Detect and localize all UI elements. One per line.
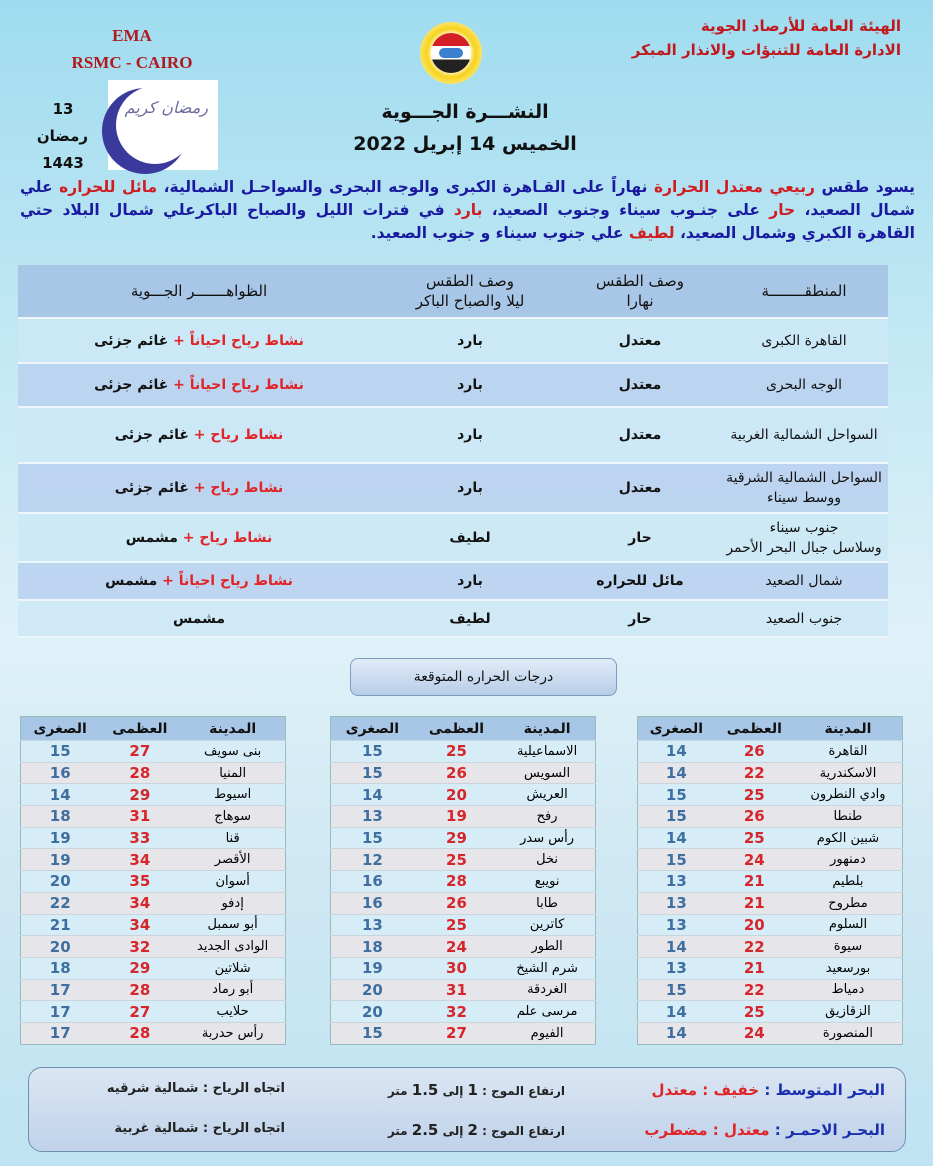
summary-segment: ربيعي معتدل الحرارة: [653, 178, 815, 196]
wave-height: [388, 1121, 565, 1139]
max-temp: 28: [99, 1022, 180, 1044]
weather-phenomena: [18, 407, 380, 463]
city-name: الطور: [499, 936, 595, 958]
city-name: وادي النطرون: [794, 784, 903, 806]
phenomena-wind: نشاط رياح: [210, 427, 284, 443]
min-temp: 22: [21, 892, 100, 914]
min-temp: 15: [331, 741, 414, 763]
wave-wave-to: 1.5: [411, 1081, 439, 1099]
max-temp: 25: [414, 849, 499, 871]
city-name: الفيوم: [499, 1022, 595, 1044]
max-temp: 24: [715, 1022, 794, 1044]
min-temp: 15: [331, 827, 414, 849]
forecast-row: [18, 463, 888, 513]
city-name: رأس حدربة: [180, 1022, 285, 1044]
ema-logo: [420, 22, 482, 84]
city-row: [21, 827, 286, 849]
city-name: نويبع: [499, 871, 595, 893]
temperature-column-header: الصغرى: [638, 717, 715, 741]
max-temp: 22: [715, 762, 794, 784]
min-temp: 17: [21, 979, 100, 1001]
summary-segment: لطيف: [628, 224, 675, 242]
night-description: بارد: [380, 463, 560, 513]
min-temp: 14: [638, 936, 715, 958]
min-temp: 15: [638, 849, 715, 871]
wave-wave-from: 1: [467, 1081, 478, 1099]
max-temp: 34: [99, 849, 180, 871]
max-temp: 27: [99, 1001, 180, 1023]
min-temp: 18: [331, 936, 414, 958]
max-temp: 21: [715, 871, 794, 893]
city-name: الوادى الجديد: [180, 936, 285, 958]
min-temp: 20: [331, 1001, 414, 1023]
weather-phenomena: [18, 463, 380, 513]
min-temp: 17: [21, 1001, 100, 1023]
city-name: الغردقة: [499, 979, 595, 1001]
min-temp: 13: [331, 914, 414, 936]
city-row: [21, 762, 286, 784]
phenomena-sky: غائم جزئى: [114, 427, 189, 443]
city-row: [21, 806, 286, 828]
temperature-column-header: المدينة: [794, 717, 903, 741]
max-temp: 26: [715, 741, 794, 763]
city-row: [638, 892, 903, 914]
city-row: [638, 979, 903, 1001]
city-name: حلايب: [180, 1001, 285, 1023]
wave-wave-label: ارتفاع الموج :: [482, 1124, 565, 1138]
phenomena-wind: نشاط رياح احياناً: [189, 332, 304, 349]
wave-unit: متر: [387, 1124, 408, 1138]
summary-segment: حار: [769, 201, 796, 219]
city-name: المنيا: [180, 762, 285, 784]
city-name: بلطيم: [794, 871, 903, 893]
temperature-column-header: العظمى: [99, 717, 180, 741]
max-temp: 28: [99, 762, 180, 784]
sea-name-state: [644, 1121, 885, 1139]
city-name: بورسعيد: [794, 957, 903, 979]
phenomena-sky: غائم جزئى: [94, 332, 169, 349]
sea-row: [45, 1121, 885, 1145]
city-name: مطروح: [794, 892, 903, 914]
min-temp: 16: [21, 762, 100, 784]
region-name: القاهرة الكبرى: [720, 318, 888, 363]
ramadan-crescent-image: رمضان كريم: [108, 80, 218, 170]
phenomena-sky: مشمس: [172, 610, 226, 627]
city-row: [331, 1001, 596, 1023]
max-temp: 34: [99, 892, 180, 914]
city-row: [21, 1022, 286, 1044]
summary-segment: نهاراً على القـاهرة الكبرى والوجه البحرى والسواحـل الشمالية،: [157, 178, 654, 196]
temperature-table-sinai: [330, 716, 596, 1045]
night-description: بارد: [380, 407, 560, 463]
forecast-row: [18, 562, 888, 600]
city-row: [638, 741, 903, 763]
temperature-column-header: الصغرى: [21, 717, 100, 741]
max-temp: 28: [99, 979, 180, 1001]
city-row: [331, 1022, 596, 1044]
city-row: [331, 741, 596, 763]
bulletin-date: الخميس 14 إبريل 2022: [353, 133, 577, 155]
city-name: نخل: [499, 849, 595, 871]
city-name: الأقصر: [180, 849, 285, 871]
city-row: [638, 957, 903, 979]
temperature-table-north: [637, 716, 903, 1045]
sea-state: خفيف : معتدل: [651, 1081, 760, 1099]
night-description: بارد: [380, 562, 560, 600]
city-name: القاهرة: [794, 741, 903, 763]
max-temp: 31: [99, 806, 180, 828]
region-name: السواحل الشمالية الشرقية ووسط سيناء: [720, 463, 888, 513]
min-temp: 19: [21, 827, 100, 849]
city-name: اسيوط: [180, 784, 285, 806]
max-temp: 22: [715, 936, 794, 958]
max-temp: 20: [715, 914, 794, 936]
temperature-header-row: [638, 717, 903, 741]
max-temp: 25: [715, 827, 794, 849]
hijri-date: 13 رمضان 1443: [36, 100, 88, 172]
city-row: [331, 957, 596, 979]
day-description: معتدل: [560, 463, 720, 513]
city-name: العريش: [499, 784, 595, 806]
city-row: [21, 957, 286, 979]
city-row: [638, 762, 903, 784]
region-name: جنوب سيناء وسلاسل جبال البحر الأحمر: [720, 513, 888, 562]
max-temp: 33: [99, 827, 180, 849]
city-name: شلاتين: [180, 957, 285, 979]
phenomena-sky: غائم جزئى: [94, 377, 169, 393]
day-description: معتدل: [560, 407, 720, 463]
city-row: [331, 827, 596, 849]
max-temp: 25: [414, 741, 499, 763]
wave-wave-label: ارتفاع الموج :: [482, 1084, 565, 1098]
summary-segment: مائل للحراره: [59, 178, 158, 196]
forecast-row: [18, 318, 888, 363]
city-row: [331, 806, 596, 828]
max-temp: 25: [715, 784, 794, 806]
city-row: [331, 871, 596, 893]
min-temp: 16: [331, 892, 414, 914]
sea-name: البحر المتوسط :: [764, 1081, 885, 1099]
wave-unit: متر: [387, 1084, 408, 1098]
min-temp: 12: [331, 849, 414, 871]
region-name: السواحل الشمالية الغربية: [720, 407, 888, 463]
city-name: الاسماعيلية: [499, 741, 595, 763]
max-temp: 26: [715, 806, 794, 828]
region-name: جنوب الصعيد: [720, 600, 888, 637]
region-name: شمال الصعيد: [720, 562, 888, 600]
min-temp: 15: [638, 784, 715, 806]
city-row: [638, 1001, 903, 1023]
wave-wave-to: 2.5: [411, 1121, 439, 1139]
city-name: السويس: [499, 762, 595, 784]
weather-phenomena: [18, 562, 380, 600]
city-name: سيوة: [794, 936, 903, 958]
max-temp: 29: [99, 784, 180, 806]
sea-state-box: [28, 1067, 906, 1152]
ema-label: EMA RSMC - CAIRO: [71, 26, 193, 72]
temperature-column-header: المدينة: [499, 717, 595, 741]
city-row: [638, 871, 903, 893]
sea-name-state: [652, 1081, 885, 1099]
min-temp: 21: [21, 914, 100, 936]
city-row: [21, 871, 286, 893]
city-name: دمنهور: [794, 849, 903, 871]
max-temp: 32: [414, 1001, 499, 1023]
min-temp: 15: [331, 762, 414, 784]
temperature-table-upper-egypt: [20, 716, 286, 1045]
city-name: كاترين: [499, 914, 595, 936]
weather-summary: [20, 176, 915, 245]
max-temp: 28: [414, 871, 499, 893]
wind-direction: اتجاه الرياح : شمالية غربية: [114, 1121, 285, 1136]
phenomena-sky: غائم جزئى: [114, 480, 189, 496]
night-description: لطيف: [380, 600, 560, 637]
max-temp: 26: [414, 892, 499, 914]
max-temp: 34: [99, 914, 180, 936]
weather-phenomena: [18, 600, 380, 637]
max-temp: 26: [414, 762, 499, 784]
city-name: طابا: [499, 892, 595, 914]
city-row: [638, 1022, 903, 1044]
day-description: معتدل: [560, 363, 720, 407]
wave-wave-from: 2: [467, 1121, 478, 1139]
min-temp: 14: [638, 1001, 715, 1023]
city-name: قنا: [180, 827, 285, 849]
min-temp: 20: [331, 979, 414, 1001]
temperature-column-header: العظمى: [414, 717, 499, 741]
min-temp: 19: [21, 849, 100, 871]
temperature-column-header: الصغرى: [331, 717, 414, 741]
night-description: بارد: [380, 318, 560, 363]
city-row: [331, 936, 596, 958]
city-name: شرم الشيخ: [499, 957, 595, 979]
weather-phenomena: [18, 513, 380, 562]
city-row: [331, 849, 596, 871]
region-name: الوجه البحرى: [720, 363, 888, 407]
sea-row: [45, 1081, 885, 1105]
temperature-column-header: العظمى: [715, 717, 794, 741]
min-temp: 15: [638, 979, 715, 1001]
max-temp: 22: [715, 979, 794, 1001]
city-row: [331, 762, 596, 784]
max-temp: 24: [414, 936, 499, 958]
min-temp: 13: [638, 871, 715, 893]
wave-height: [388, 1081, 565, 1099]
wave-to: إلى: [442, 1124, 464, 1138]
phenomena-plus: +: [173, 332, 185, 349]
city-row: [21, 741, 286, 763]
city-name: إدفو: [180, 892, 285, 914]
city-row: [21, 979, 286, 1001]
phenomena-sky: مشمس: [125, 529, 178, 546]
max-temp: 32: [99, 936, 180, 958]
min-temp: 18: [21, 806, 100, 828]
city-name: دمياط: [794, 979, 903, 1001]
city-row: [331, 914, 596, 936]
max-temp: 29: [414, 827, 499, 849]
city-name: أبو رماد: [180, 979, 285, 1001]
phenomena-wind: نشاط رياح: [210, 480, 284, 496]
max-temp: 21: [715, 957, 794, 979]
min-temp: 15: [638, 806, 715, 828]
min-temp: 13: [638, 957, 715, 979]
summary-segment: بارد: [453, 201, 483, 219]
city-row: [638, 827, 903, 849]
city-name: سوهاج: [180, 806, 285, 828]
city-name: شبين الكوم: [794, 827, 903, 849]
summary-segment: علي شمال الصعيد،: [20, 178, 915, 219]
day-description: مائل للحراره: [560, 562, 720, 600]
city-row: [21, 784, 286, 806]
city-row: [21, 892, 286, 914]
city-name: بنى سويف: [180, 741, 285, 763]
min-temp: 15: [331, 1022, 414, 1044]
city-row: [21, 1001, 286, 1023]
city-name: السلوم: [794, 914, 903, 936]
min-temp: 20: [21, 936, 100, 958]
organization-name: الهيئة العامة للأرصاد الجوية الادارة العامة للتنبؤات والانذار المبكر: [631, 17, 901, 59]
temperature-header-row: [21, 717, 286, 741]
phenomena-plus: +: [193, 480, 206, 496]
sea-state: معتدل : مضطرب: [644, 1121, 770, 1139]
max-temp: 24: [715, 849, 794, 871]
city-row: [21, 849, 286, 871]
max-temp: 35: [99, 871, 180, 893]
min-temp: 16: [331, 871, 414, 893]
day-description: حار: [560, 513, 720, 562]
min-temp: 14: [638, 1022, 715, 1044]
max-temp: 25: [414, 914, 499, 936]
min-temp: 14: [331, 784, 414, 806]
min-temp: 14: [638, 762, 715, 784]
summary-segment: علي جنوب سيناء و جنوب الصعيد.: [370, 224, 629, 242]
city-name: طنطا: [794, 806, 903, 828]
expected-temperatures-title: درجات الحراره المتوقعة: [350, 658, 617, 696]
max-temp: 29: [99, 957, 180, 979]
max-temp: 20: [414, 784, 499, 806]
forecast-row: [18, 407, 888, 463]
city-row: [21, 914, 286, 936]
wind-direction: اتجاه الرياح : شمالية شرقيه: [106, 1081, 285, 1096]
phenomena-plus: +: [162, 573, 174, 589]
city-row: [638, 914, 903, 936]
min-temp: 15: [21, 741, 100, 763]
weather-phenomena: [18, 318, 380, 363]
max-temp: 30: [414, 957, 499, 979]
min-temp: 14: [638, 827, 715, 849]
forecast-row: [18, 600, 888, 637]
forecast-row: [18, 513, 888, 562]
city-row: [638, 806, 903, 828]
min-temp: 13: [638, 914, 715, 936]
wave-to: إلى: [442, 1084, 464, 1098]
city-name: رفح: [499, 806, 595, 828]
city-name: المنصورة: [794, 1022, 903, 1044]
weather-phenomena: [18, 363, 380, 407]
phenomena-plus: +: [173, 377, 185, 393]
sea-name: البحـر الاحمـر :: [774, 1121, 885, 1139]
phenomena-wind: نشاط رياح: [199, 529, 273, 546]
city-row: [331, 784, 596, 806]
phenomena-wind: نشاط رياح احياناً: [189, 377, 304, 393]
bulletin-title: النشـــرة الجـــوية الخميس 14 إبريل 2022: [300, 96, 630, 160]
min-temp: 18: [21, 957, 100, 979]
max-temp: 25: [715, 1001, 794, 1023]
city-row: [331, 892, 596, 914]
night-description: لطيف: [380, 513, 560, 562]
column-header: وصف الطقس نهارا: [560, 265, 720, 318]
city-name: الزقازيق: [794, 1001, 903, 1023]
min-temp: 17: [21, 1022, 100, 1044]
city-name: أبو سمبل: [180, 914, 285, 936]
city-row: [21, 936, 286, 958]
min-temp: 13: [331, 806, 414, 828]
min-temp: 19: [331, 957, 414, 979]
max-temp: 27: [414, 1022, 499, 1044]
forecast-row: [18, 363, 888, 407]
day-description: حار: [560, 600, 720, 637]
phenomena-wind: نشاط رياح احياناً: [178, 573, 293, 589]
temperature-header-row: [331, 717, 596, 741]
city-name: رأس سدر: [499, 827, 595, 849]
day-description: معتدل: [560, 318, 720, 363]
temperature-column-header: المدينة: [180, 717, 285, 741]
max-temp: 21: [715, 892, 794, 914]
city-name: الاسكندرية: [794, 762, 903, 784]
column-header: المنطقــــــــة: [720, 265, 888, 318]
night-description: بارد: [380, 363, 560, 407]
summary-segment: على جنـوب سيناء وجنوب الصعيد،: [482, 201, 770, 219]
city-name: مرسى علم: [499, 1001, 595, 1023]
column-header: وصف الطقس ليلا والصباح الباكر: [380, 265, 560, 318]
max-temp: 27: [99, 741, 180, 763]
city-row: [638, 936, 903, 958]
city-name: أسوان: [180, 871, 285, 893]
city-row: [331, 979, 596, 1001]
min-temp: 20: [21, 871, 100, 893]
min-temp: 14: [21, 784, 100, 806]
min-temp: 14: [638, 741, 715, 763]
phenomena-plus: +: [193, 427, 206, 443]
city-row: [638, 849, 903, 871]
city-row: [638, 784, 903, 806]
regional-forecast-table: [18, 265, 888, 638]
min-temp: 13: [638, 892, 715, 914]
phenomena-sky: مشمس: [105, 573, 158, 589]
max-temp: 19: [414, 806, 499, 828]
column-header: الظواهـــــــر الجـــوية: [18, 265, 380, 318]
phenomena-plus: +: [182, 529, 195, 546]
max-temp: 31: [414, 979, 499, 1001]
summary-segment: في فترات الليل والصباح الباكرعلي شمال البلاد حتي القاهرة الكبري وشمال الصعيد،: [20, 201, 915, 242]
summary-segment: يسود طقس: [814, 178, 915, 196]
